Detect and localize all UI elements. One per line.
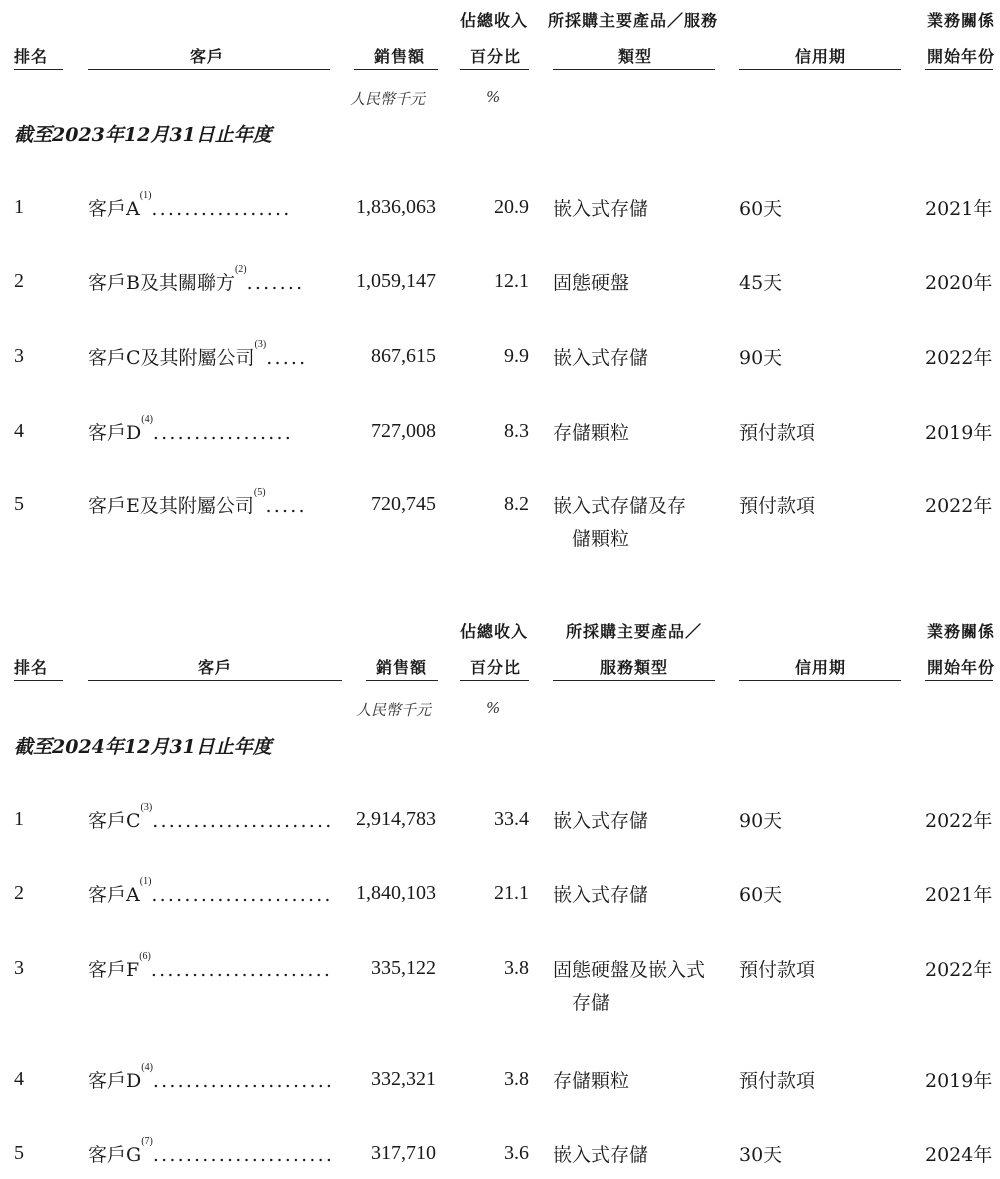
footnote-ref: (1) xyxy=(139,876,152,887)
since-cell: 2020年 xyxy=(925,272,993,294)
since-header-line1: 業務關係 xyxy=(927,11,996,30)
credit-cell: 60天 xyxy=(739,884,783,906)
product-cell-line2: 儲顆粒 xyxy=(572,528,630,550)
sales-header: 銷售額 xyxy=(376,658,428,677)
credit-cell: 預付款項 xyxy=(739,495,816,517)
rank-cell: 5 xyxy=(14,1142,24,1164)
header-rule xyxy=(460,680,529,681)
leader-dots: ...................... xyxy=(150,959,333,981)
since-cell: 2019年 xyxy=(925,422,993,444)
pct-cell: 8.2 xyxy=(504,493,529,515)
rank-cell: 3 xyxy=(14,957,24,979)
rank-cell: 4 xyxy=(14,420,24,442)
product-header-line2: 服務類型 xyxy=(600,658,669,677)
rank-cell: 1 xyxy=(14,808,24,830)
customer-cell xyxy=(88,1062,335,1093)
credit-header: 信用期 xyxy=(795,658,847,677)
product-cell: 嵌入式存儲 xyxy=(553,347,649,369)
product-cell: 嵌入式存儲及存 xyxy=(553,495,687,517)
customer-cell xyxy=(88,414,293,445)
since-cell: 2022年 xyxy=(925,959,993,981)
customer-cell xyxy=(88,802,334,833)
leader-dots: ..... xyxy=(266,347,308,369)
footnote-ref: (3) xyxy=(254,339,267,350)
product-header-line1: 所採購主要產品／ xyxy=(566,622,703,641)
product-cell: 存儲顆粒 xyxy=(553,1070,630,1092)
footnote-ref: (2) xyxy=(234,264,247,275)
header-rule xyxy=(14,680,63,681)
sales-cell: 727,008 xyxy=(371,420,436,442)
period-label: 截至2023年12月31日止年度 xyxy=(14,124,272,146)
footnote-ref: (7) xyxy=(141,1136,153,1147)
leader-dots: ................. xyxy=(151,198,292,220)
since-header-line2: 開始年份 xyxy=(927,47,996,66)
rank-cell: 4 xyxy=(14,1068,24,1090)
footnote-ref: (6) xyxy=(139,951,151,962)
pct-cell: 12.1 xyxy=(494,270,529,292)
pct-cell: 20.9 xyxy=(494,196,529,218)
credit-cell: 45天 xyxy=(739,272,783,294)
sales-cell: 1,836,063 xyxy=(356,196,436,218)
pct-cell: 3.6 xyxy=(504,1142,529,1164)
customer-name: 客戶B及其關聯方 xyxy=(88,272,235,294)
customer-header: 客戶 xyxy=(198,658,233,677)
footnote-ref: (5) xyxy=(253,487,266,498)
customer-name: 客戶A xyxy=(88,884,140,906)
since-cell: 2021年 xyxy=(925,198,993,220)
credit-cell: 預付款項 xyxy=(739,422,816,444)
header-rule xyxy=(925,680,993,681)
period-label: 截至2024年12月31日止年度 xyxy=(14,736,272,758)
customer-cell xyxy=(88,951,333,982)
leader-dots: ...................... xyxy=(152,810,334,832)
since-cell: 2019年 xyxy=(925,1070,993,1092)
rank-cell: 3 xyxy=(14,345,24,367)
header-rule xyxy=(88,680,342,681)
header-rule xyxy=(366,680,438,681)
leader-dots: ...................... xyxy=(151,884,333,906)
product-cell: 嵌入式存儲 xyxy=(553,198,649,220)
product-cell: 嵌入式存儲 xyxy=(553,810,649,832)
customer-name: 客戶C xyxy=(88,810,141,832)
pct-cell: 21.1 xyxy=(494,882,529,904)
sales-cell: 1,059,147 xyxy=(356,270,436,292)
pct-header-line1: 佔總收入 xyxy=(460,622,529,641)
credit-cell: 30天 xyxy=(739,1144,783,1166)
pct-cell: 9.9 xyxy=(504,345,529,367)
product-header-line1: 所採購主要產品／服務 xyxy=(548,11,719,30)
pct-cell: 8.3 xyxy=(504,420,529,442)
customer-cell xyxy=(88,487,307,518)
customer-name: 客戶E及其附屬公司 xyxy=(88,495,254,517)
customer-cell xyxy=(88,1136,335,1167)
since-cell: 2024年 xyxy=(925,1144,993,1166)
rank-header: 排名 xyxy=(14,658,49,677)
leader-dots: ..... xyxy=(265,495,307,517)
leader-dots: ................. xyxy=(152,422,293,444)
customer-name: 客戶G xyxy=(88,1144,142,1166)
customer-cell xyxy=(88,264,305,295)
since-cell: 2022年 xyxy=(925,810,993,832)
since-cell: 2022年 xyxy=(925,347,993,369)
header-rule xyxy=(739,680,901,681)
customer-name: 客戶D xyxy=(88,422,142,444)
sales-cell: 867,615 xyxy=(371,345,436,367)
customer-name: 客戶F xyxy=(88,959,140,981)
rank-cell: 2 xyxy=(14,270,24,292)
credit-cell: 預付款項 xyxy=(739,1070,816,1092)
since-header-line1: 業務關係 xyxy=(927,622,996,641)
pct-cell: 3.8 xyxy=(504,1068,529,1090)
customer-cell xyxy=(88,339,308,370)
customer-name: 客戶C及其附屬公司 xyxy=(88,347,255,369)
product-cell-line2: 存儲 xyxy=(572,992,611,1014)
product-cell: 存儲顆粒 xyxy=(553,422,630,444)
header-rule xyxy=(88,69,330,70)
customer-name: 客戶D xyxy=(88,1070,142,1092)
rank-cell: 5 xyxy=(14,493,24,515)
product-cell: 固態硬盤及嵌入式 xyxy=(553,959,706,981)
footnote-ref: (4) xyxy=(141,414,153,425)
rank-cell: 2 xyxy=(14,882,24,904)
customer-name: 客戶A xyxy=(88,198,140,220)
footnote-ref: (1) xyxy=(139,190,152,201)
sales-cell: 2,914,783 xyxy=(356,808,436,830)
pct-header-line2: 百分比 xyxy=(470,47,522,66)
credit-cell: 90天 xyxy=(739,810,783,832)
product-cell: 固態硬盤 xyxy=(553,272,630,294)
header-rule xyxy=(925,69,993,70)
customer-cell xyxy=(88,190,292,221)
leader-dots: ...................... xyxy=(152,1070,335,1092)
credit-cell: 60天 xyxy=(739,198,783,220)
pct-cell: 33.4 xyxy=(494,808,529,830)
product-cell: 嵌入式存儲 xyxy=(553,884,649,906)
header-rule xyxy=(553,69,715,70)
pct-unit: % xyxy=(486,88,501,106)
since-cell: 2021年 xyxy=(925,884,993,906)
product-cell: 嵌入式存儲 xyxy=(553,1144,649,1166)
header-rule xyxy=(354,69,438,70)
footnote-ref: (4) xyxy=(141,1062,153,1073)
pct-cell: 3.8 xyxy=(504,957,529,979)
product-header-line2: 類型 xyxy=(618,47,653,66)
leader-dots: ....... xyxy=(246,272,305,294)
since-cell: 2022年 xyxy=(925,495,993,517)
sales-cell: 332,321 xyxy=(371,1068,436,1090)
since-header-line2: 開始年份 xyxy=(927,658,996,677)
header-rule xyxy=(14,69,63,70)
currency-unit: 人民幣千元 xyxy=(350,90,426,108)
header-rule xyxy=(553,680,715,681)
sales-cell: 720,745 xyxy=(371,493,436,515)
currency-unit: 人民幣千元 xyxy=(356,701,432,719)
sales-header: 銷售額 xyxy=(374,47,426,66)
pct-header-line1: 佔總收入 xyxy=(460,11,529,30)
header-rule xyxy=(460,69,529,70)
header-rule xyxy=(739,69,901,70)
rank-cell: 1 xyxy=(14,196,24,218)
sales-cell: 317,710 xyxy=(371,1142,436,1164)
credit-header: 信用期 xyxy=(795,47,847,66)
customer-header: 客戶 xyxy=(190,47,225,66)
pct-header-line2: 百分比 xyxy=(470,658,522,677)
customer-cell xyxy=(88,876,333,907)
sales-cell: 1,840,103 xyxy=(356,882,436,904)
pct-unit: % xyxy=(486,699,501,717)
sales-cell: 335,122 xyxy=(371,957,436,979)
leader-dots: ...................... xyxy=(152,1144,335,1166)
rank-header: 排名 xyxy=(14,47,49,66)
footnote-ref: (3) xyxy=(140,802,153,813)
credit-cell: 90天 xyxy=(739,347,783,369)
credit-cell: 預付款項 xyxy=(739,959,816,981)
